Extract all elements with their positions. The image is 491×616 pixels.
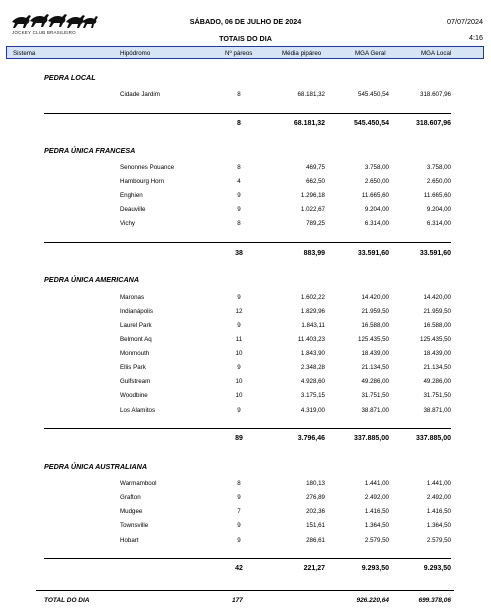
grand-total-row [0, 597, 491, 607]
total-mga-local: 9.293,50 [423, 565, 451, 572]
total-pareos: 8 [237, 120, 241, 127]
mga-local-cell: 1.441,00 [426, 480, 451, 487]
media-cell: 662,50 [306, 178, 325, 185]
col-media: Média pipáreo [282, 49, 322, 57]
pareos-cell: 9 [237, 364, 241, 371]
hipodromo-cell: Grafton [120, 494, 141, 501]
hipodromo-cell: Belmont Aq [120, 336, 152, 343]
media-cell: 1.602,22 [300, 294, 325, 301]
mga-local-cell: 2.492,00 [426, 494, 451, 501]
column-header-bar [6, 46, 484, 59]
total-mga-geral: 337.885,00 [353, 435, 389, 442]
pareos-cell: 10 [235, 350, 243, 357]
hipodromo-cell: Warmambool [120, 480, 157, 487]
total-mga-geral: 33.591,60 [357, 250, 389, 257]
table-row [0, 392, 491, 402]
media-cell: 1.843,11 [301, 322, 325, 329]
table-row [0, 322, 491, 332]
table-row [0, 364, 491, 374]
media-cell: 202,36 [306, 508, 325, 515]
mga-geral-cell: 125.435,50 [358, 336, 389, 343]
mga-geral-cell: 21.134,50 [361, 364, 389, 371]
table-row [0, 91, 491, 101]
media-cell: 1.829,96 [300, 308, 325, 315]
section-title: PEDRA ÚNICA AMERICANA [44, 275, 140, 284]
pareos-cell: 9 [237, 206, 241, 213]
media-cell: 4.928,60 [300, 378, 325, 385]
hipodromo-cell: Monmouth [120, 350, 150, 357]
section-divider [44, 558, 451, 559]
total-mga-local: 318.607,96 [415, 120, 451, 127]
mga-geral-cell: 21.959,50 [361, 308, 389, 315]
pareos-cell: 9 [237, 494, 241, 501]
mga-local-cell: 21.134,50 [423, 364, 451, 371]
report-date: 07/07/2024 [447, 17, 483, 26]
section-total-row [0, 565, 491, 575]
total-media: 3.796,46 [297, 435, 325, 442]
mga-local-cell: 125.435,50 [420, 336, 451, 343]
total-mga-geral: 9.293,50 [361, 565, 389, 572]
mga-local-cell: 16.588,00 [423, 322, 451, 329]
total-mga-local: 33.591,60 [419, 250, 451, 257]
media-cell: 276,89 [306, 494, 325, 501]
pareos-cell: 9 [237, 407, 241, 414]
hipodromo-cell: Cidade Jardim [120, 91, 160, 98]
pareos-cell: 9 [237, 522, 241, 529]
pareos-cell: 9 [237, 192, 241, 199]
total-media: 68.181,32 [293, 120, 325, 127]
mga-local-cell: 38.871,00 [423, 407, 451, 414]
pareos-cell: 10 [235, 378, 243, 385]
col-hipodromo: Hipódromo [120, 49, 151, 57]
hipodromo-cell: Mudgee [120, 508, 143, 515]
mga-geral-cell: 545.450,54 [358, 91, 389, 98]
media-cell: 11.403,23 [297, 336, 325, 343]
mga-geral-cell: 1.364,50 [364, 522, 389, 529]
pareos-cell: 7 [237, 508, 241, 515]
pareos-cell: 11 [235, 336, 243, 343]
pareos-cell: 8 [237, 164, 241, 171]
pareos-cell: 4 [237, 178, 241, 185]
mga-local-cell: 11.665,60 [423, 192, 451, 199]
media-cell: 789,25 [306, 220, 325, 227]
mga-geral-cell: 3.758,00 [364, 164, 389, 171]
table-row [0, 407, 491, 417]
mga-geral-cell: 1.416,50 [364, 508, 389, 515]
pareos-cell: 9 [237, 294, 241, 301]
hipodromo-cell: Deauville [120, 206, 146, 213]
hipodromo-cell: Laurel Park [120, 322, 152, 329]
hipodromo-cell: Ellis Park [120, 364, 146, 371]
section-divider [44, 428, 451, 429]
table-row [0, 308, 491, 318]
mga-local-cell: 2.650,00 [426, 178, 451, 185]
table-row [0, 522, 491, 532]
col-sistema: Sistema [13, 49, 36, 57]
table-row [0, 220, 491, 230]
mga-local-cell: 1.364,50 [426, 522, 451, 529]
mga-geral-cell: 18.439,00 [361, 350, 389, 357]
table-row [0, 206, 491, 216]
hipodromo-cell: Enghien [120, 192, 143, 199]
mga-local-cell: 6.314,00 [426, 220, 451, 227]
mga-geral-cell: 9.204,00 [364, 206, 389, 213]
table-row [0, 494, 491, 504]
mga-local-cell: 1.416,50 [426, 508, 451, 515]
pareos-cell: 8 [237, 480, 241, 487]
hipodromo-cell: Hobart [120, 537, 139, 544]
mga-geral-cell: 31.751,50 [361, 392, 389, 399]
total-media: 883,99 [303, 250, 325, 257]
hipodromo-cell: Vichy [120, 220, 136, 227]
table-row [0, 336, 491, 346]
pareos-cell: 12 [235, 308, 243, 315]
media-cell: 1.022,67 [300, 206, 325, 213]
table-row [0, 192, 491, 202]
mga-local-cell: 9.204,00 [426, 206, 451, 213]
hipodromo-cell: Gulfstream [120, 378, 151, 385]
hipodromo-cell: Indianápolis [120, 308, 154, 315]
grand-total-pareos: 177 [232, 597, 243, 604]
media-cell: 2.348,28 [300, 364, 325, 371]
report-title: SÁBADO, 06 DE JULHO DE 2024 [189, 17, 302, 26]
section-total-row [0, 250, 491, 260]
hipodromo-cell: Senonnes Pouance [120, 164, 175, 171]
section-total-row [0, 435, 491, 445]
table-row [0, 480, 491, 490]
table-row [0, 508, 491, 518]
media-cell: 68.181,32 [297, 91, 325, 98]
mga-geral-cell: 2.650,00 [364, 178, 389, 185]
mga-geral-cell: 16.588,00 [361, 322, 389, 329]
media-cell: 151,61 [306, 522, 325, 529]
hipodromo-cell: Woodbine [120, 392, 148, 399]
hipodromo-cell: Maronas [120, 294, 145, 301]
mga-local-cell: 3.758,00 [426, 164, 451, 171]
hipodromo-cell: Los Alamitos [120, 407, 156, 414]
mga-local-cell: 49.286,00 [423, 378, 451, 385]
media-cell: 1.843,90 [300, 350, 325, 357]
table-row [0, 294, 491, 304]
mga-geral-cell: 11.665,60 [361, 192, 389, 199]
pareos-cell: 8 [237, 91, 241, 98]
report-subtitle: TOTAIS DO DIA [219, 34, 272, 43]
total-media: 221,27 [303, 565, 325, 572]
mga-geral-cell: 1.441,00 [364, 480, 389, 487]
table-row [0, 378, 491, 388]
total-pareos: 42 [235, 565, 243, 572]
mga-local-cell: 318.607,96 [420, 91, 451, 98]
media-cell: 286,61 [306, 537, 325, 544]
section-total-row [0, 120, 491, 130]
mga-local-cell: 31.751,50 [423, 392, 451, 399]
total-pareos: 38 [235, 250, 243, 257]
media-cell: 469,75 [306, 164, 325, 171]
media-cell: 180,13 [306, 480, 325, 487]
section-title: PEDRA LOCAL [44, 73, 96, 82]
report-time: 4:16 [469, 33, 483, 42]
pareos-cell: 9 [237, 322, 241, 329]
col-mga-local: MGA Local [421, 49, 452, 57]
grand-total-mga-geral: 926.220,64 [356, 597, 389, 604]
total-mga-local: 337.885,00 [415, 435, 451, 442]
pareos-cell: 8 [237, 220, 241, 227]
pareos-cell: 10 [235, 392, 243, 399]
table-row [0, 178, 491, 188]
hipodromo-cell: Townsville [120, 522, 149, 529]
media-cell: 4.319,00 [300, 407, 325, 414]
col-pareos: Nº páreos [225, 49, 253, 57]
media-cell: 1.296,18 [300, 192, 325, 199]
mga-local-cell: 2.579,50 [426, 537, 451, 544]
grand-total-mga-local: 699.378,06 [418, 597, 451, 604]
mga-local-cell: 18.439,00 [423, 350, 451, 357]
logo-caption: JOCKEY CLUB BRASILEIRO [12, 30, 76, 35]
table-row [0, 350, 491, 360]
pareos-cell: 9 [237, 537, 241, 544]
mga-local-cell: 14.420,00 [423, 294, 451, 301]
mga-local-cell: 21.959,50 [423, 308, 451, 315]
section-title: PEDRA ÚNICA AUSTRALIANA [44, 462, 148, 471]
mga-geral-cell: 38.871,00 [361, 407, 389, 414]
section-divider [44, 242, 451, 243]
mga-geral-cell: 49.286,00 [361, 378, 389, 385]
mga-geral-cell: 6.314,00 [364, 220, 389, 227]
table-row [0, 537, 491, 547]
section-title: PEDRA ÚNICA FRANCESA [44, 146, 136, 155]
mga-geral-cell: 14.420,00 [361, 294, 389, 301]
mga-geral-cell: 2.492,00 [364, 494, 389, 501]
total-mga-geral: 545.450,54 [353, 120, 389, 127]
total-pareos: 89 [235, 435, 243, 442]
grand-total-label: TOTAL DO DIA [44, 597, 90, 604]
col-mga-geral: MGA Geral [355, 49, 386, 57]
grand-total-divider [36, 590, 454, 591]
table-row [0, 164, 491, 174]
hipodromo-cell: Hambourg Horn [120, 178, 165, 185]
mga-geral-cell: 2.579,50 [364, 537, 389, 544]
media-cell: 3.175,15 [300, 392, 325, 399]
section-divider [44, 113, 451, 114]
